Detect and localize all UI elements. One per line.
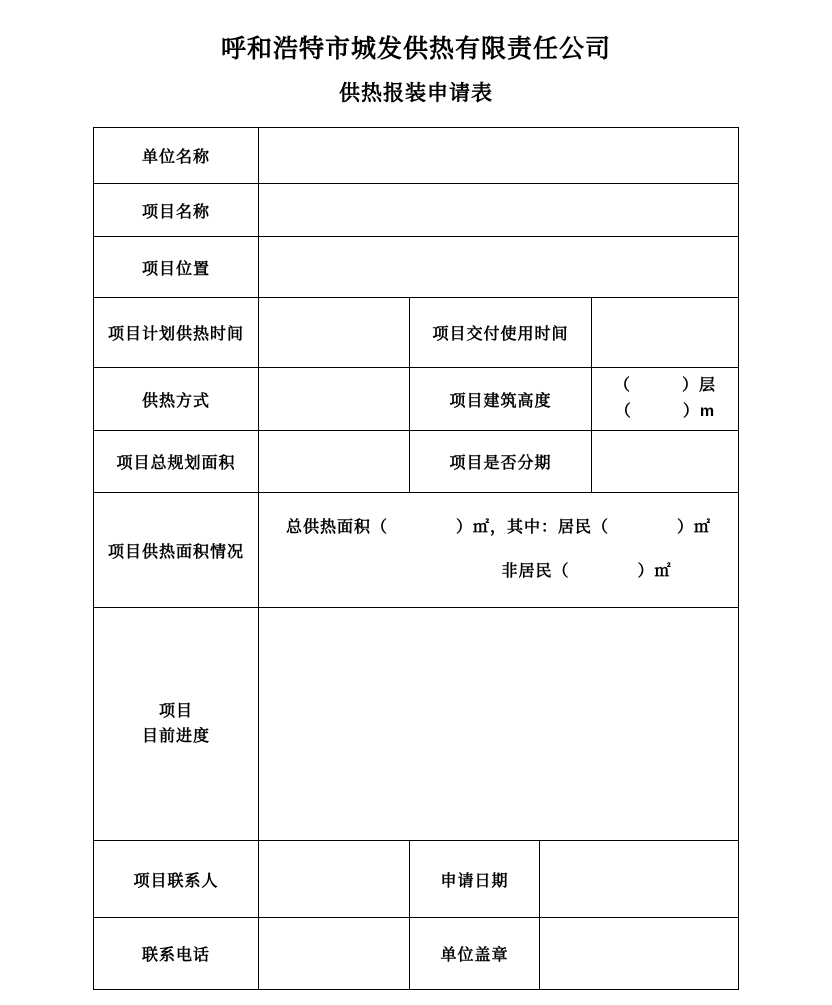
- building-height-meters-blank[interactable]: （ ）m: [614, 403, 716, 421]
- project-contact-label: 项目联系人: [94, 841, 259, 918]
- company-seal-label: 单位盖章: [410, 918, 540, 990]
- total-heating-area-blank[interactable]: 总供热面积（ ）㎡，其中：居民（ ）㎡: [285, 519, 711, 537]
- delivery-use-time-input[interactable]: [592, 298, 739, 368]
- building-height-label: 项目建筑高度: [410, 368, 592, 431]
- row-project-location: [94, 237, 739, 298]
- building-height-input[interactable]: [592, 368, 739, 431]
- heating-method-label: 供热方式: [94, 368, 259, 431]
- contact-phone-label: 联系电话: [94, 918, 259, 990]
- planned-heating-time-input[interactable]: [259, 298, 410, 368]
- project-name-input[interactable]: [259, 184, 739, 237]
- project-name-label: 项目名称: [94, 184, 259, 237]
- row-heating-method-height: [94, 368, 739, 431]
- project-location-label: 项目位置: [94, 237, 259, 298]
- row-planned-area-phasing: [94, 431, 739, 493]
- unit-name-input[interactable]: [259, 128, 739, 184]
- row-heating-times: [94, 298, 739, 368]
- unit-name-label: 单位名称: [94, 128, 259, 184]
- row-contact-date: [94, 841, 739, 918]
- row-project-progress: [94, 608, 739, 841]
- total-planned-area-label: 项目总规划面积: [94, 431, 259, 493]
- application-date-input[interactable]: [540, 841, 739, 918]
- project-progress-label-line2: 目前进度: [141, 728, 210, 746]
- project-location-input[interactable]: [259, 237, 739, 298]
- project-contact-input[interactable]: [259, 841, 410, 918]
- delivery-use-time-label: 项目交付使用时间: [410, 298, 592, 368]
- row-unit-name: [94, 128, 739, 184]
- project-phased-label: 项目是否分期: [410, 431, 592, 493]
- project-progress-label: [94, 608, 259, 841]
- form-subtitle: 供热报装申请表: [339, 82, 493, 106]
- project-phased-input[interactable]: [592, 431, 739, 493]
- company-title: 呼和浩特市城发供热有限责任公司: [220, 35, 611, 63]
- company-seal-input[interactable]: [540, 918, 739, 990]
- application-date-label: 申请日期: [410, 841, 540, 918]
- contact-phone-input[interactable]: [259, 918, 410, 990]
- total-planned-area-input[interactable]: [259, 431, 410, 493]
- planned-heating-time-label: 项目计划供热时间: [94, 298, 259, 368]
- heating-area-info-input[interactable]: [259, 493, 739, 608]
- row-phone-seal: [94, 918, 739, 990]
- row-heating-area-info: [94, 493, 739, 608]
- row-project-name: [94, 184, 739, 237]
- project-progress-input[interactable]: [259, 608, 739, 841]
- non-resident-area-blank[interactable]: 非居民（ ）㎡: [501, 563, 672, 581]
- application-form-table: [93, 127, 739, 990]
- project-progress-label-line1: 项目: [158, 703, 193, 721]
- building-height-floors-blank[interactable]: （ ）层: [613, 377, 716, 395]
- heating-method-input[interactable]: [259, 368, 410, 431]
- heating-area-info-label: 项目供热面积情况: [94, 493, 259, 608]
